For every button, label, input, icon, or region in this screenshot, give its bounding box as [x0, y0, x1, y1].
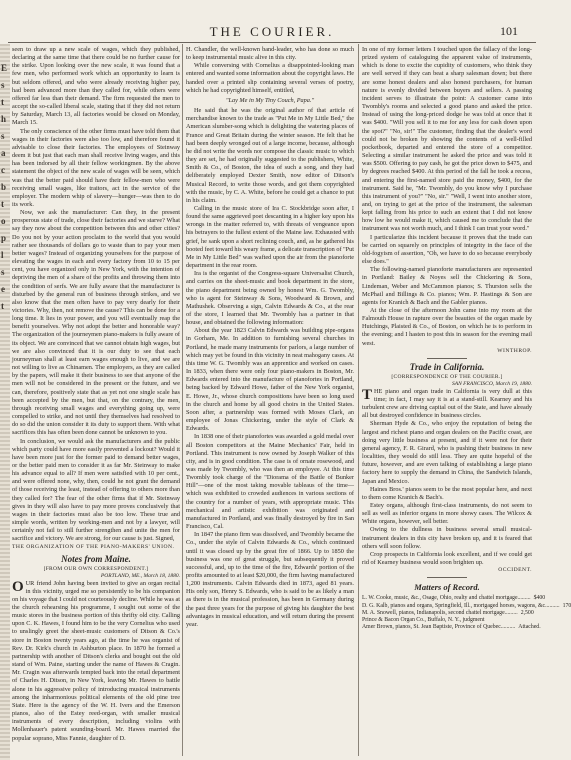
record-value: $400	[533, 595, 546, 602]
margin-letter: p	[1, 233, 7, 243]
margin-letter: t	[1, 199, 4, 209]
article-paragraph: The following-named pianoforte manufacturers are represented in Portland: Bailey & Noyes sell the Chickering & Sons, Lindeman, Weber and McCammon pianos; S. Thurston sells the McPhail and Billings & Co. pianos; Wm. P. Hastings & Son are agents for Kranich & Bach and the Gabler pianos.	[362, 266, 532, 306]
article-paragraph: HE piano and organ trade in California is very dull at this time; in fact, I may say it is at a stand-still. Kearney and his turbulent crew are driving capital out of the State, and have already all but destroyed confidence in business circles.	[362, 387, 532, 420]
article-paragraph: Calling in the music store of Ira C. Stockbridge soon after, I found the same aggrieved poet descanting in a higher key upon his wrongs in the matter referred to, with threats of vengeance upon his betrayers to the fullest extent of the Maine law. Exhausted with grief, he sank upon a short reclining couch, and, as he gathered his booted feet toward his weary frame, a delicate transcription of "Put Me in My Little Bed" was wafted upon the air from the pianoforte department in the rear room.	[186, 204, 354, 270]
margin-letter: o	[1, 216, 6, 226]
record-value: 2,500	[520, 609, 534, 616]
article-paragraph: While conversing with Cornelius a disappointed-looking man entered and wanted some information about the copyright laws. He handed over a printed slip containing several verses of poetry, which he had copyrighted himself, entitled,	[186, 62, 355, 94]
article-paragraph: In one of my former letters I touched upon the fallacy of the long-prized system of cataloguing the apparent value of instruments, which is done to excite the cupidity of customers, who think they are well served if they can beat a sharp salesman down; but there are some honest dealers and also honest purchasers, for human nature is evenly divided between buyers and sellers. A passing incident serves to illustrate the point: A customer came into Twombly's rooms and selected a good piano and asked the price. Instead of using the long-priced dodge he was told at once that it was $400. "Will you sell it to me for any less for cash down upon the spot?" "No, sir!" The customer, finding that the dealer's word could not be broken by showing the contents of a well-filled pocketbook, departed and entered the store of a competitor. Selecting a similar instrument he asked the price and was told it was $500. Offering to pay cash, he got the price down to $475, and by degrees reached $400. At this period of the fall he took a recess, and entering the first-named store paid the money, $400, for the instrument. Said he, "Mr. Twombly, do you know why I purchase this instrument of you?" "No, sir." "Well, I went into another store, and, on trying to get at the price of the instrument, the salesman kept falling from his price to such an extent that I did not know how low he would make it, which caused me to conclude that the instrument was not worth much, and I think I can trust your word."	[362, 46, 532, 233]
article-subtitle: [FROM OUR OWN CORRESPONDENT.]	[43, 565, 149, 572]
union-signature: THE ORGANIZATION OF THE PIANO-MAKERS' UNION.	[12, 543, 175, 550]
page-number: 101	[500, 24, 518, 38]
record-text: L. W. Cooke, music, &c., Osage, Ohio, realty and chattel mortgage.........	[362, 595, 531, 602]
record-text: D. G. Kalb, pianos and organs, Springfield, Ill., mortgaged horses, wagons, &c..........	[362, 602, 560, 609]
column-2	[186, 46, 354, 629]
article-paragraph: Owing to the dullness in business several small musical-instrument dealers in this city have broken up, and it is feared that others will soon follow.	[362, 526, 532, 550]
record-entry	[362, 624, 541, 631]
article-paragraph: Sherman Hyde & Co., who enjoy the reputation of being the largest and richest piano and organ dealers on the Pacific coast, are doing very little business at present, and if it were not for their general agency, F. R. Girard, who is pushing their business in new localities, they would do still less. They are quite hopeful of the future, however, and are even talking of establishing a large piano factory here to supply the demand in China, the Sandwich Islands, Japan and Mexico.	[362, 420, 532, 485]
margin-letter: s	[1, 267, 5, 277]
article-paragraph: Crop prospects in California look excellent, and if we could get rid of Kearney business would soon brighten up.	[362, 550, 532, 567]
matters-of-record-title: Matters of Record.	[414, 582, 480, 593]
article-title: Trade in California.	[409, 361, 485, 372]
header-rule	[8, 42, 536, 43]
record-entry	[362, 610, 532, 617]
article-paragraph: In 1847 the piano firm was dissolved, and Twombly became the Co., under the style of Calvin Edwards & Co., which continued until it was closed up by the great fire of 1866. Up to 1850 the business was one of great struggle, but subsequently it proved successful, and, up to the time of the fire, Edwards' portion of the profits amounted to at least $20,000, the firm having manufactured 1,200 instruments. Calvin Edwards died in 1873, aged 81 years. His only son, Henry S. Edwards, who is said to be as likely a man as there is in the musical profession, has been in Germany during the past three years for the purpose of giving his daughter the best advantages in musical education, and will return during the present year.	[186, 531, 355, 628]
page-header	[0, 24, 544, 40]
article-body	[12, 580, 180, 743]
article-subtitle: [CORRESPONDENCE OF THE COURIER.]	[391, 373, 503, 380]
column-divider	[358, 44, 359, 756]
article-signature: OCCIDENT.	[498, 567, 532, 574]
strike-article	[12, 46, 180, 551]
column-divider	[182, 44, 183, 756]
article-body	[362, 388, 532, 567]
article-paragraphs	[362, 420, 532, 567]
record-text: Amer Brown, pianos, St. Jean Baptiste, Province of Quebec..........	[362, 624, 516, 631]
margin-letter: s	[1, 80, 5, 90]
drop-cap: T	[362, 386, 373, 403]
record-value: 170	[562, 602, 571, 609]
section-rule	[427, 577, 467, 578]
article-paragraph: At the close of the afternoon John came into my room at the Falmouth House in rapture over the beauties of the organ made by Hutchings, Plaisted & Co., of Boston, on which he is to perform in the evening; and I hasten to post this in season for the evening mail west.	[362, 307, 532, 347]
margin-letter: E	[1, 63, 8, 73]
article-paragraph: In conclusion, we would ask the manufacturers and the public which party could have more easily prevented a lockout? Would it have been more just for the former paid to demand better wages, or the better paid men to consider it as far Mr. Steinway to make his advance equal to all? If men were satisfied with 10 per cent., and were offered none, why, then, could he not grant the demand of those receiving the least, instead of offering to others more than they called for? The fear of the other firms that if Mr. Steinway gives in they will also have to pay more proves conclusively that wages in their factories must also be too low. These true and simple words, written by working-men and not by a lawyer, will certainly not fail to still further strengthen and unite the men for sacrifice and victory. We are strong, for our cause is just. Signed,	[12, 437, 180, 543]
article-paragraph: In 1838 one of their pianofortes was awarded a gold medal over all Boston competitors at the Maine Mechanics' Fair, held in Portland. This instrument is now owned by Joseph Walker of this city, and is in good condition. The case is of ornate rosewood, and was made by Twombly, who was then an employee. At this time Twombly took charge of the "Diorama of the Battle of Bunker Hill"—one of the most taking movable tableaus of the time—which was exhibited to crowded audiences in various sections of the country for a number of years, with appropriate music. This mechanical and artistic exhibition was originated and manufactured in Portland, and was finally destroyed by fire in San Francisco, Cal.	[186, 433, 354, 531]
article-paragraph: Haines Bros.' pianos seem to be the most popular here, and next to them come Kranich & Bach's.	[362, 485, 532, 501]
article-dateline: SAN FRANCISCO, March 19, 1880.	[452, 380, 532, 387]
drop-cap: O	[12, 578, 24, 595]
column-3	[362, 46, 571, 632]
record-entry	[362, 602, 571, 610]
poem-title: "Lay Me in My Tiny Couch, Papa."	[225, 96, 315, 104]
article-paragraph: Now, we ask the manufacturer: Can they, in the present prosperous state of trade, close their factories and we starve? What say they now about the competition between this and other cities? Do you not by your action proclaim to the world that you would rather see thousands of dollars go to waste than to pay your men better wages? Instead of organizing yourselves for the purpose of elevating the wages in each and every factory from 10 to 15 per cent, you have organized only in New York, with the intention of depriving the men of a share of the profits and throwing them into the condition of serfs. We are fully aware that the manufacturer is disturbed by the general run of business through strikes, and we also know that the men often have to pay very dearly for their victories. Why, then, not remove the cause? This can be done for a long time. It lies in your power, and you will eventually reap the benefit yourselves. Why not adopt the better and honorable way? The organization of the journeymen piano-makers is fully aware of its object. We are convinced that we cannot obtain high wages, but we are also convinced that it is our duty to see that each journeyman shall at least earn wages enough to live, and we are not willing to live as Chinamen. The employers, as they are called by the papers, will make it their business to see that anyone of the men will not be considered in the present or the future, and we can, therefore, positively state that as yet not one single scale has been accepted by the men, but that, on the contrary, the men, through receiving small wages and everything going up, were compelled to strike, and not until they themselves had resolved to do so did the union consider it its duty to support them. With what sacrifices this has often been done cannot be unknown to you.	[12, 209, 180, 437]
article-paragraph: UR friend John having been invited to give an organ recital in this vicinity, urged me so persistently to be his companion on his voyage that I could not courteously decline. While he was at the church rehearsing his programme, I sought out some of the music stores in the business portion of this thrifty old city. Calling upon C. K. Hawes, I found him to be the very Cornelius who used to unslingly greet the sheet-music customers of Ditson & Co.'s store in Boston twenty years ago, at the time he was organist of Rev. Dr. Kirk's church in Ashburton place. In 1870 he formed a partnership with another of Ditson's clerks and bought out the old stand of Wm. Paine, starting under the name of Hawes & Cragin. Mr. Cragin was afterwards tempted back into the retail department of Charles H. Ditson, in New York, leaving Mr. Hawes to battle alone in his aggressive policy of introducing musical instruments among the inharmonious political elements of the old pine tree State. Here is the agency of the W. H. Ivers and the Emerson pianos, also of the Estey reed-organ, with smaller musical instruments of every description, including violins with Mollenhauer's patent sounding-board. Mr. Hawes married the popular soprano, Miss Fannie, daughter of D.	[12, 579, 180, 742]
article-continuation	[362, 46, 532, 348]
article-paragraph: He said that he was the original author of that article of merchandise known to the trade as "Put Me in My Little Bed," the American slumber-song which is delighting the watering places of France and Great Britain during the winter season. He felt that he had been deeply wronged out of a large income, because, although he did not write the words nor compose the classic music to which they are set, he had originally suggested to the publishers, White, Smith & Co., of Boston, the idea of such a song, and they had deliberately employed Dexter Smith, now editor of Ditson's Musical Record, to write those words, and got them copyrighted with the music, by C. A. White, before he could get a chance to put in his claim.	[186, 107, 354, 204]
article-paragraph: Ira is the organist of the Congress-square Universalist Church, and carries on the sheet-music and book department in the store, the piano department being owned by honest Wm. G. Twombly, who is agent for Steinway & Sons, Woodward & Brown, and Mathushek. Observing a sign, Calvin Edwards & Co., at the rear of the store, I learned that Mr. Twombly has a partner in that house, and obtained the following information:	[186, 270, 354, 327]
margin-letter: e	[1, 284, 5, 294]
article-title: Notes from Maine.	[61, 553, 131, 564]
article-dateline: PORTLAND, ME., March 18, 1880.	[100, 572, 180, 579]
record-value	[529, 617, 532, 624]
article-continuation	[186, 107, 354, 629]
margin-letter: a	[1, 148, 6, 158]
section-rule	[427, 358, 467, 359]
record-text: M. A. Snowell, pianos, Indianapolis, second chattel mortgage.........	[362, 609, 518, 616]
column-1	[12, 46, 180, 743]
margin-letter: t	[1, 97, 4, 107]
margin-letter: t	[1, 301, 4, 311]
article-paragraph: H. Chandler, the well-known band-leader, who has done so much to keep instrumental music alive in this city.	[186, 46, 354, 62]
margin-letter: s	[1, 131, 5, 141]
margin-letter: l	[1, 250, 4, 260]
article-paragraph: About the year 1823 Calvin Edwards was building pipe-organs in Gorham, Me. In addition to furnishing several churches in Portland, he made many instruments for parlors, a large number of which may yet be found in this vicinity in neat mahogany cases. At this time W. G. Twombly was an apprentice and worked on cases. In 1833, when there were only four piano-makers in Boston, Mr. Edwards entered into the manufacture of pianofortes in Portland, being backed by Edward Howe, father of the New York organist, E. Howe, Jr., whose church compositions have been so long used in the church and home by all good choirs in the United States. Soon after, a partnership was formed with Moses Clark, an employee of Jonas Chickering, under the style of Clark & Edwards.	[186, 327, 354, 433]
record-value: Attached.	[518, 624, 541, 631]
matters-of-record-list	[362, 595, 571, 631]
margin-letter: h	[1, 114, 7, 124]
article-paragraph: The only conscience of the other firms must have told them that wages in their factories were also too low, and therefore found it advisable to close their factories. The employees of Steinway deem it but just that each man shall receive living wages, and this has been indorsed by all their fellow workingmen. By the above statement the object of the new scale of wages will be seen, which was that the better paid should have their fellow-men who were receiving small wages, like traitors, act in the service of the employer. The modern whip of slavery—hunger—was then to do its work.	[12, 127, 180, 208]
article-paragraph: Estey organs, although first-class instruments, do not seem to sell as well as inferior organs in more showy cases. The Wilcox & White organs, however, sell better.	[362, 501, 532, 526]
margin-letter: b	[1, 182, 7, 192]
article-paragraph: seen to draw up a new scale of wages, which they published, declaring at the same time that there could be no further cause for the strike. Upon looking over the new scale, it was found that a few men, who performed work which an opportunity to learn is but seldom offered, and who were already receiving higher pay, had been advanced more than they called for, while others were offered far less than their demand. The firm requested the men to accept the so-called liberal scale, stating that if they did not return by Saturday, March 13, all factories would be closed on Monday, March 15.	[12, 46, 180, 127]
article-signature: WINTHROP.	[497, 347, 532, 354]
record-entry	[362, 595, 546, 602]
margin-letters	[1, 60, 11, 315]
margin-letter: c	[1, 165, 5, 175]
article-paragraph: I particularize this incident because it proves that the trade can be carried on squarely on principles of integrity in the face of the old-fogyism of assertion, "Oh, we have to do so because everybody else does."	[362, 233, 532, 266]
record-text: Prince & Bacon Organ Co., Buffalo, N. Y., judgment	[362, 617, 485, 624]
masthead-title: THE COURIER.	[209, 24, 335, 39]
